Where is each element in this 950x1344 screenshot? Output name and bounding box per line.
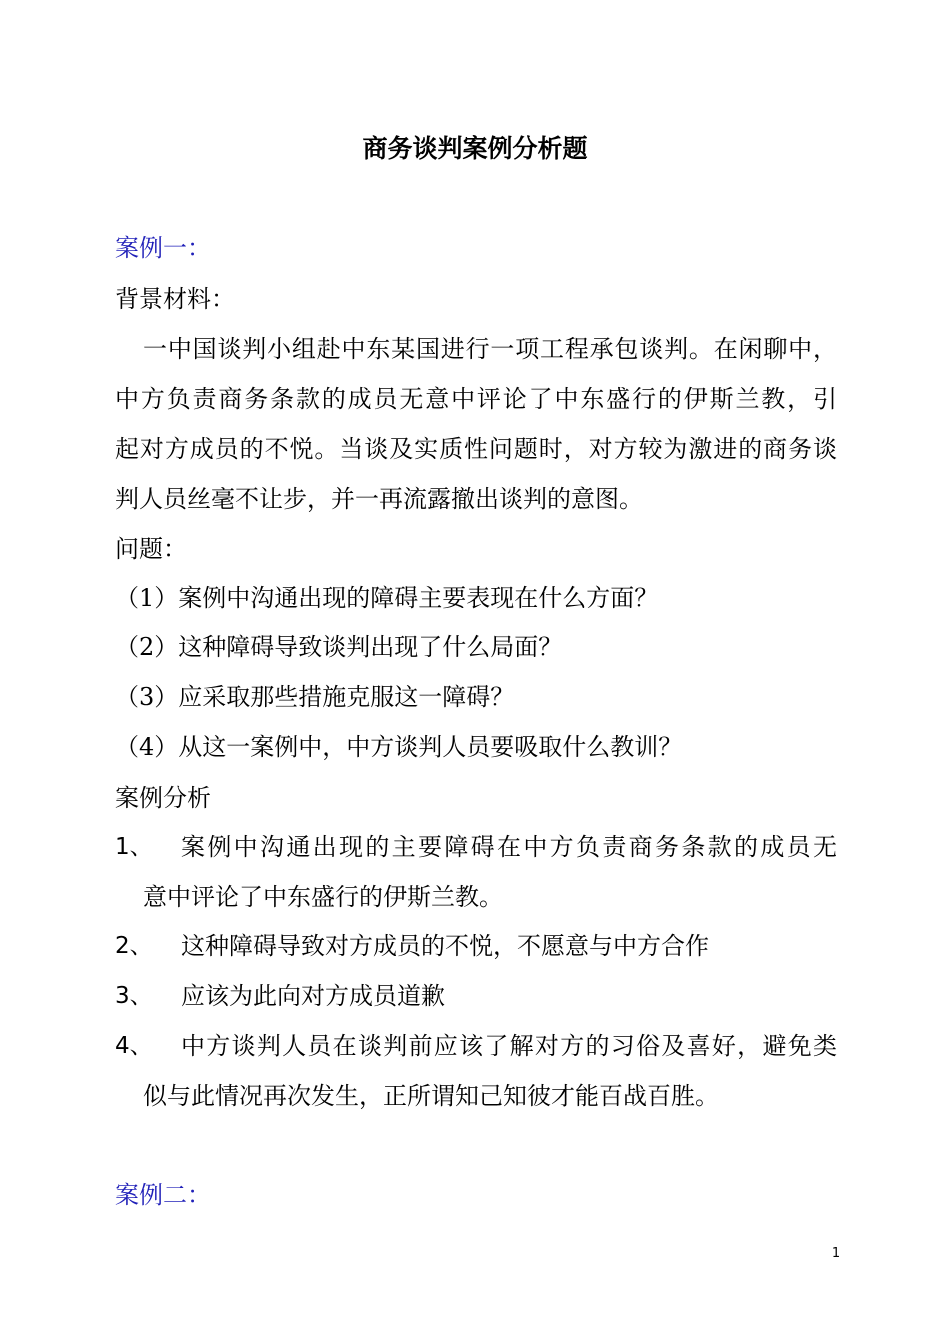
analysis-item-4-line-2: 似与此情况再次发生，正所谓知己知彼才能百战百胜。 [143, 1082, 719, 1110]
background-label: 背景材料： [115, 285, 235, 313]
question-3: （3）应采取那些措施克服这一障碍？ [115, 683, 515, 711]
question-2: （2）这种障碍导致谈判出现了什么局面？ [115, 633, 563, 661]
analysis-number-1: 1、 [115, 834, 153, 860]
analysis-item-3-line-1: 应该为此向对方成员道歉 [181, 982, 445, 1010]
question-1: （1）案例中沟通出现的障碍主要表现在什么方面？ [115, 584, 659, 612]
case2-heading: 案例二： [115, 1181, 211, 1209]
page-number: 1 [831, 1246, 841, 1261]
question-4: （4）从这一案例中，中方谈判人员要吸取什么教训？ [115, 733, 683, 761]
background-line-3: 起对方成员的不悦。当谈及实质性问题时，对方较为激进的商务谈 [115, 435, 837, 463]
case1-heading: 案例一： [115, 234, 211, 262]
analysis-label: 案例分析 [115, 784, 211, 812]
background-line-1: 一中国谈判小组赴中东某国进行一项工程承包谈判。在闲聊中， [143, 335, 837, 363]
analysis-item-1-line-1: 案例中沟通出现的主要障碍在中方负责商务条款的成员无 [181, 833, 837, 861]
analysis-item-1-line-2: 意中评论了中东盛行的伊斯兰教。 [143, 883, 503, 911]
questions-label: 问题： [115, 535, 187, 563]
analysis-number-4: 4、 [115, 1033, 153, 1059]
background-line-4: 判人员丝毫不让步，并一再流露撤出谈判的意图。 [115, 485, 643, 513]
analysis-item-2-line-1: 这种障碍导致对方成员的不悦，不愿意与中方合作 [181, 932, 709, 960]
document-title: 商务谈判案例分析题 [362, 134, 588, 163]
analysis-number-3: 3、 [115, 983, 153, 1009]
background-line-2: 中方负责商务条款的成员无意中评论了中东盛行的伊斯兰教，引 [115, 385, 837, 413]
analysis-item-4-line-1: 中方谈判人员在谈判前应该了解对方的习俗及喜好，避免类 [181, 1032, 837, 1060]
analysis-number-2: 2、 [115, 933, 153, 959]
